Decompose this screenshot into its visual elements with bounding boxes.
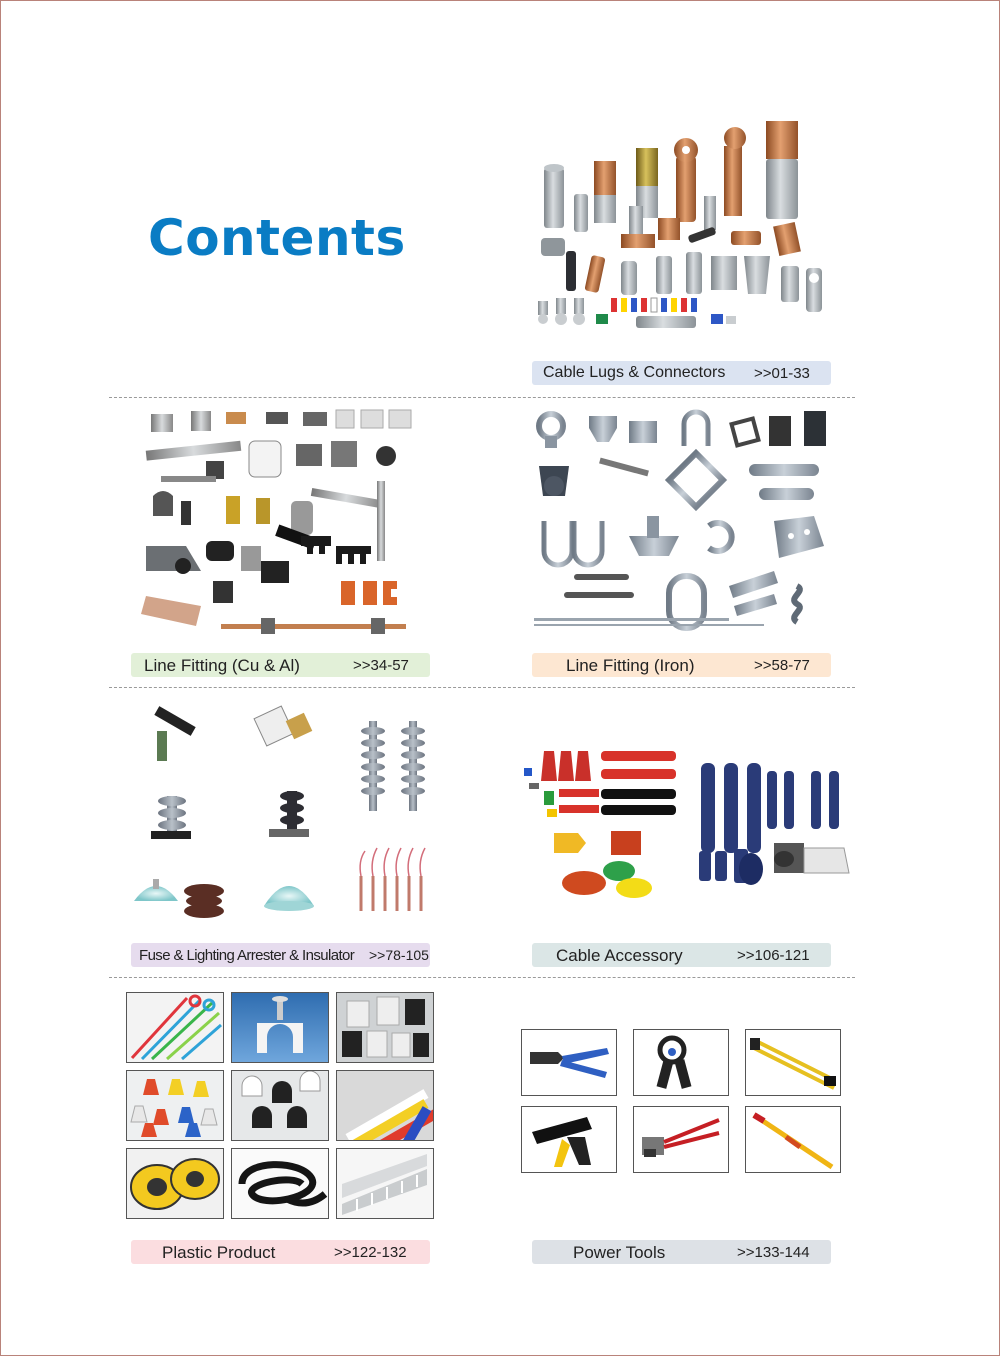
section-divider: [109, 977, 855, 978]
section-label-power-tools[interactable]: [532, 1240, 831, 1264]
plastic-product-thumb-5: [231, 1070, 329, 1141]
plastic-product-thumb-7: [126, 1148, 224, 1219]
page-title: Contents: [148, 209, 406, 267]
section-name: Cable Accessory: [556, 946, 683, 965]
section-name: Cable Lugs & Connectors: [543, 364, 726, 381]
section-pages: >>01-33: [754, 365, 810, 382]
section-pages: >>122-132: [334, 1244, 407, 1261]
power-tool-thumb-1: [521, 1029, 617, 1096]
power-tool-thumb-4: [521, 1106, 617, 1173]
section-label-cable-accessory[interactable]: [532, 943, 831, 967]
power-tool-thumb-2: [633, 1029, 729, 1096]
section-pages: >>58-77: [754, 657, 810, 674]
section-label-plastic-product[interactable]: [131, 1240, 430, 1264]
section-label-cable-lugs[interactable]: [532, 361, 831, 385]
fuse-arrester-insulator-product-photo: [129, 701, 439, 926]
line-fitting-cu-al-product-photo: [141, 406, 421, 641]
section-pages: >>133-144: [737, 1244, 810, 1261]
section-name: Power Tools: [573, 1243, 666, 1262]
section-label-line-fitting-cu-al[interactable]: [131, 653, 430, 677]
plastic-product-thumb-4: [126, 1070, 224, 1141]
plastic-product-thumb-2: [231, 992, 329, 1063]
plastic-product-thumb-3: [336, 992, 434, 1063]
cable-lugs-product-photo: [526, 116, 836, 336]
power-tool-thumb-6: [745, 1106, 841, 1173]
section-pages: >>106-121: [737, 947, 810, 964]
section-name: Line Fitting (Iron): [566, 656, 695, 675]
plastic-product-thumb-8: [231, 1148, 329, 1219]
section-name: Line Fitting (Cu & Al): [144, 656, 300, 675]
section-divider: [109, 397, 855, 398]
section-label-line-fitting-iron[interactable]: [532, 653, 831, 677]
section-pages: >>78-105: [369, 947, 429, 963]
plastic-product-thumb-6: [336, 1070, 434, 1141]
plastic-product-thumb-9: [336, 1148, 434, 1219]
power-tool-thumb-5: [633, 1106, 729, 1173]
cable-accessory-product-photo: [519, 743, 854, 903]
plastic-product-thumb-1: [126, 992, 224, 1063]
line-fitting-iron-product-photo: [529, 406, 834, 631]
section-name: Fuse & Lighting Arrester & Insulator: [139, 947, 355, 964]
section-label-fuse-arrester-insulator[interactable]: [131, 943, 430, 967]
section-divider: [109, 687, 855, 688]
section-pages: >>34-57: [353, 657, 409, 674]
power-tool-thumb-3: [745, 1029, 841, 1096]
section-name: Plastic Product: [162, 1243, 276, 1262]
